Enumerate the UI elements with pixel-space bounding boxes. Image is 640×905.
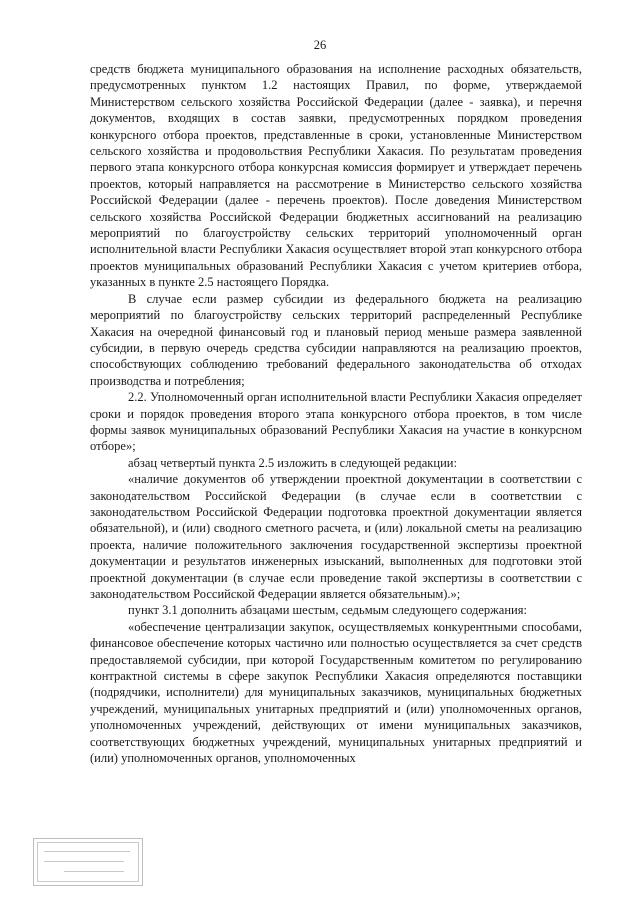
stamp-line [44,851,130,852]
paragraph: В случае если размер субсидии из федерального бюджета на реализацию мероприятий по благоустройству сельских территорий распределенный Республике Хакасия на очередной финансовый год и плановый период меньше размера заявленной субсидии, в первую очередь средства субсидии направляются на реализацию проектов, способствующих соблюдению требований федерального законодательства об отходах производства и потребления; [90,291,582,388]
page-number: 26 [313,38,327,52]
paragraph: 2.2. Уполномоченный орган исполнительной власти Республики Хакасия определяет сроки и порядок проведения второго этапа конкурсного отбора проектов, в том числе формы заявок муниципальных образований Республики Хакасия на участие в конкурсном отборе»; [90,390,582,454]
stamp-line [44,861,124,862]
faded-stamp [33,838,143,886]
document-body [90,61,582,766]
paragraph: «наличие документов об утверждении проектной документации в соответствии с законодательством Российской Федерации (в случае если в соответствии с законодательством Российской Федерации подготовка проектной документации является обязательной), и (или) сводного сметного расчета, и (или) локальной сметы на реализацию проекта, наличие положительного заключения государственной экспертизы проектной документации и результатов инженерных изысканий, выполненных для подготовки этой проектной документации (в случае если проведение такой экспертизы в соответствии с законодательством Российской Федерации является обязательным).»; [90,472,582,601]
paragraph: пункт 3.1 дополнить абзацами шестым, седьмым следующего содержания: [128,603,527,618]
stamp-line [64,871,124,872]
paragraph: «обеспечение централизации закупок, осуществляемых конкурентными способами, финансовое обеспечение которых частично или полностью осуществляется за счет средств предоставляемой субсидии, при которой Государственным комитетом по регулированию контрактной системы в сфере закупок Республики Хакасия определяются поставщики (подрядчики, исполнители) для муниципальных заказчиков, муниципальных бюджетных учреждений, муниципальных унитарных предприятий и (или) уполномоченных органов, уполномоченных учреждений, действующих от имени муниципальных заказчиков, соответствующих бюджетных учреждений, муниципальных унитарных предприятий и (или) уполномоченных органов, уполномоченных [90,619,582,766]
paragraph: абзац четвертый пункта 2.5 изложить в следующей редакции: [128,455,457,470]
paragraph: средств бюджета муниципального образования на исполнение расходных обязательств, предусмотренных пунктом 1.2 настоящих Правил, по форме, утверждаемой Министерством сельского хозяйства Российской Федерации (далее - заявка), и перечня документов, входящих в состав заявки, предусмотренных порядком проведения конкурсного отбора проектов, представленные в сроки, установленные Министерством сельского хозяйства и продовольствия Республики Хакасия. По результатам проведения первого этапа конкурсного отбора конкурсная комиссия формирует и утверждает перечень проектов, который направляется на рассмотрение в Министерство сельского хозяйства Российской Федерации (далее - перечень проектов). После доведения Министерством сельского хозяйства Российской Федерации бюджетных ассигнований на реализацию мероприятий по благоустройству сельских территорий уполномоченный орган исполнительной власти Республики Хакасия осуществляет второй этап конкурсного отбора проектов муниципальных образований Республики Хакасия с учетом критериев отбора, указанных в пункте 2.5 настоящего Порядка. [90,62,582,290]
